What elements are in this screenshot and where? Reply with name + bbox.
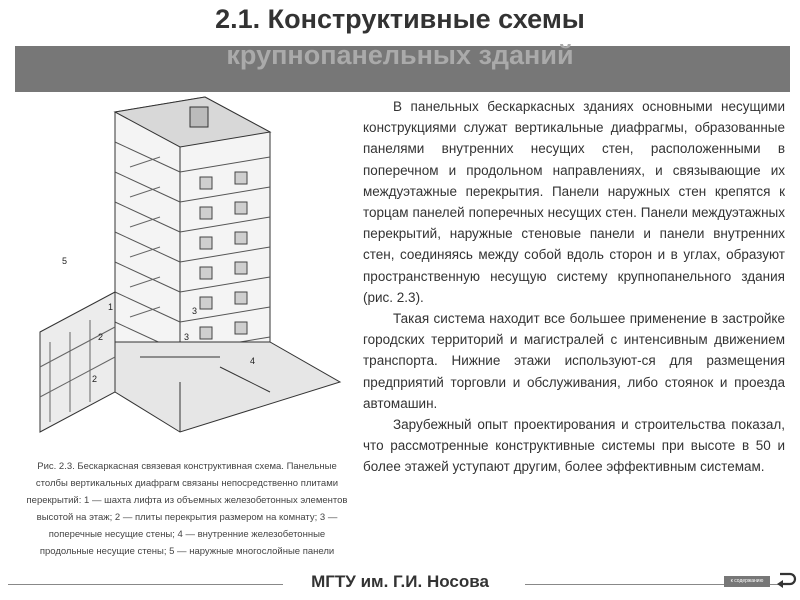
slide-title: 2.1. Конструктивные схемы (215, 4, 585, 34)
slide-subtitle: крупнопанельных зданий (226, 40, 574, 70)
figure-label-3b: 3 (184, 332, 190, 342)
figure-label-2a: 2 (98, 332, 104, 342)
figure-label-1: 1 (108, 302, 114, 312)
figure-label-4: 4 (250, 356, 256, 366)
body-text (363, 96, 785, 478)
figure-label-5: 5 (62, 256, 68, 266)
paragraph-2: Такая система находит все большее применение в застройке городских территорий и магистралей с интенсивным движением транспорта. Нижние этажи используют-ся для размещения предприятий торговли и обслуживания, либо стоянок и проезда автомашин. (363, 311, 785, 411)
figure-caption: Рис. 2.3. Бескаркасная связевая конструктивная схема. Панельные столбы вертикальных диафрагм связаны непосредственно плитами перекрытий: 1 — шахта лифта из объемных железобетонных элементов высотой на этаж; 2 — плиты перекрытия размером на комнату; 3 — поперечные несущие стены; 4 — внутренние железобетонные продольные несущие стены; 5 — наружные многослойные панели (26, 461, 348, 557)
paragraph-1: В панельных бескаркасных зданиях основными несущими конструкциями служат вертикальные диафрагмы, образованные панелями внутренних несущих стен, расположенными в поперечном и продольном направлениях, и связывающие их междуэтажные перекрытия. Панели наружных стен крепятся к торцам панелей поперечных несущих стен. Панели междуэтажных перекрытий, наружные стеновые панели и панели внутренних стен, соединяясь между собой вдоль сторон и в углах, образуют пространственную несущую систему крупнопанельного здания (рис. 2.3). (363, 99, 785, 305)
return-arrow-icon[interactable] (775, 568, 797, 590)
paragraph-3: Зарубежный опыт проектирования и строительства показал, что рассмотренные конструктивные системы при высоте в 50 и более этажей уступают другим, более эффективным системам. (363, 417, 785, 475)
figure-label-3a: 3 (192, 306, 198, 316)
contents-link[interactable]: к содержанию (724, 576, 770, 587)
figure-label-2b: 2 (92, 374, 98, 384)
footer-institution: МГТУ им. Г.И. Носова (311, 572, 489, 591)
building-diagram (20, 92, 350, 452)
